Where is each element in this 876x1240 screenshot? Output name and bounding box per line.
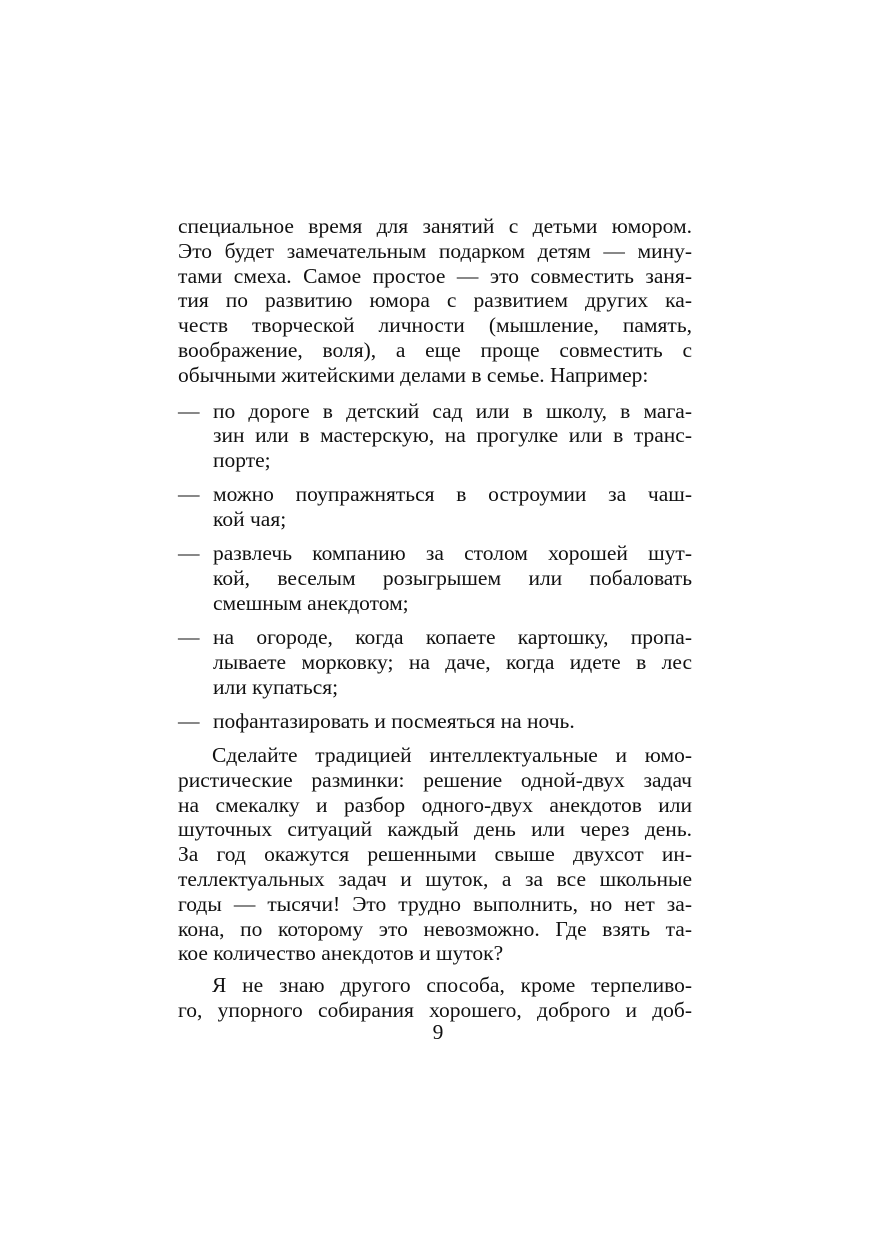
list-item: [178, 482, 692, 532]
text-line: на смекалку и разбор одного-двух анекдотов или: [178, 792, 692, 817]
text-line: лываете морковку; на даче, когда идете в лес: [213, 649, 692, 674]
text-line: кона, по которому это невозможно. Где взять та-: [178, 916, 692, 941]
text-line: Сделайте традицией интеллектуальные и юмо-: [212, 743, 692, 768]
text-line: кое количество анекдотов и шуток?: [178, 941, 504, 966]
list-dash: —: [178, 625, 200, 650]
list-item: [178, 541, 692, 615]
text-line: тами смеха. Самое простое — это совместить заня-: [178, 263, 692, 288]
text-line: смешным анекдотом;: [213, 590, 409, 615]
list-item: [178, 625, 692, 699]
text-line: Я не знаю другого способа, кроме терпеливо-: [212, 973, 692, 998]
text-line: специальное время для занятий с детьми юмором.: [178, 214, 692, 238]
list-item: [178, 709, 692, 734]
list-dash: —: [178, 398, 200, 423]
page-body: [178, 214, 692, 1023]
text-line: теллектуальных задач и шуток, а за все школьные: [178, 867, 692, 892]
list-item: [178, 399, 692, 473]
text-line: кой, веселым розыгрышем или побаловать: [213, 566, 692, 591]
page-number: 9: [432, 1020, 444, 1044]
intro-paragraph: [178, 214, 692, 388]
text-line: зин или в мастерскую, на прогулке или в транс-: [213, 423, 692, 448]
text-line: по дороге в детский сад или в школу, в мага-: [213, 398, 692, 423]
text-line: развлечь компанию за столом хорошей шут-: [213, 541, 692, 566]
text-line: обычными житейскими делами в семье. Например:: [178, 362, 649, 387]
text-line: честв творческой личности (мышление, память,: [178, 313, 692, 338]
text-line: годы — тысячи! Это трудно выполнить, но нет за-: [178, 891, 692, 916]
paragraph-method: [178, 973, 692, 1023]
text-line: ристические разминки: решение одной-двух задач: [178, 767, 692, 792]
example-list: [178, 399, 692, 734]
text-line: или купаться;: [213, 674, 339, 699]
text-line: го, упорного собирания хорошего, доброго и доб-: [178, 998, 692, 1023]
text-line: порте;: [213, 448, 271, 473]
paragraph-traditions: [178, 743, 692, 966]
text-line: можно поупражняться в остроумии за чаш-: [213, 482, 692, 507]
text-line: пофантазировать и посмеяться на ночь.: [213, 708, 575, 733]
text-line: на огороде, когда копаете картошку, пропа-: [213, 625, 692, 650]
list-dash: —: [178, 541, 200, 566]
text-line: Это будет замечательным подарком детям — мину-: [178, 238, 692, 263]
text-line: тия по развитию юмора с развитием других ка-: [178, 288, 692, 313]
text-line: шуточных ситуаций каждый день или через день.: [178, 817, 692, 842]
text-line: кой чая;: [213, 507, 287, 532]
list-dash: —: [178, 482, 200, 507]
text-line: воображение, воля), а еще проще совместить с: [178, 337, 692, 362]
list-dash: —: [178, 708, 200, 733]
text-line: За год окажутся решенными свыше двухсот ин-: [178, 842, 692, 867]
